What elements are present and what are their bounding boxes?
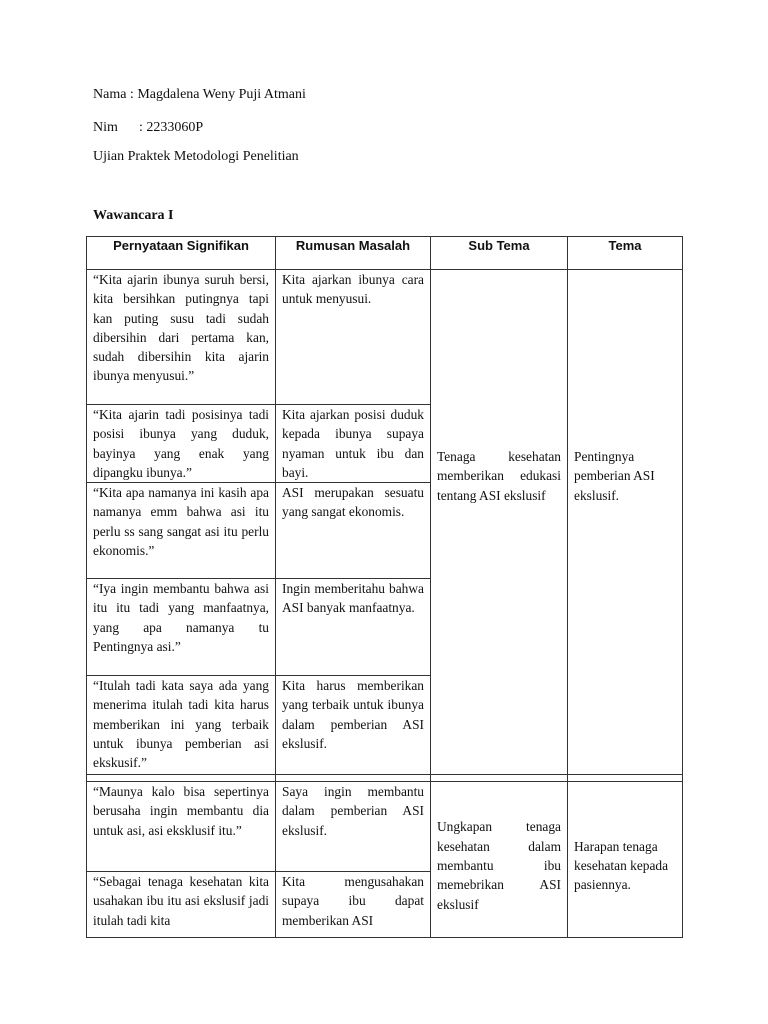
column-header: Pernyataan Signifikan: [87, 237, 276, 270]
pernyataan-cell: “Kita apa namanya ini kasih apa namanya emm bahwa asi itu perlu ss sang sangat asi itu perlu ekonomis.”: [87, 483, 276, 579]
rumusan-cell: Saya ingin membantu dalam pemberian ASI ekslusif.: [276, 782, 431, 872]
table-row: [87, 782, 683, 872]
tema-cell: Harapan tenaga kesehatan kepada pasiennya.: [568, 782, 683, 938]
nim-label: Nim: [93, 120, 118, 135]
pernyataan-cell: “Iya ingin membantu bahwa asi itu itu tadi yang manfaatnya, yang apa namanya tu Pentingnya asi.”: [87, 579, 276, 676]
section-title: Wawancara I: [93, 208, 174, 223]
sub-tema-cell: Tenaga kesehatan memberikan edukasi tentang ASI ekslusif: [431, 270, 568, 775]
rumusan-text: Kita mengusahakan supaya ibu dapat memberikan ASI: [282, 874, 424, 928]
pernyataan-text: “Sebagai tenaga kesehatan kita usahakan ibu itu asi ekslusif jadi itulah tadi kita: [93, 874, 269, 928]
nim-value: : 2233060P: [139, 120, 204, 135]
tema-cell: Pentingnya pemberian ASI ekslusif.: [568, 270, 683, 775]
rumusan-cell: Kita ajarkan ibunya cara untuk menyusui.: [276, 270, 431, 405]
sub-tema-cell: Ungkapan tenaga kesehatan dalam membantu ibu memebrikan ASI ekslusif: [431, 782, 568, 938]
table-header-row: [87, 237, 683, 270]
pernyataan-cell: “Kita ajarin ibunya suruh bersi, kita bersihkan putingnya tapi kan puting susu tadi sudah dibersihin dari pertama kan, sudah dibersihin kita ajarin ibunya menyusui.”: [87, 270, 276, 405]
pernyataan-cell: “Itulah tadi kata saya ada yang menerima itulah tadi kita harus memberikan ini yang terbaik untuk ibunya pemberian asi ekskusif.”: [87, 676, 276, 775]
table-spacer: [87, 775, 683, 782]
column-header: Sub Tema: [431, 237, 568, 270]
analysis-table: [86, 236, 683, 938]
rumusan-cell: Kita harus memberikan yang terbaik untuk ibunya dalam pemberian ASI ekslusif.: [276, 676, 431, 775]
rumusan-cell: Ingin memberitahu bahwa ASI banyak manfaatnya.: [276, 579, 431, 676]
rumusan-cell: [276, 872, 431, 938]
student-name: Nama : Magdalena Weny Puji Atmani: [93, 87, 306, 102]
column-header: Rumusan Masalah: [276, 237, 431, 270]
table-row: [87, 270, 683, 405]
pernyataan-cell: “Kita ajarin tadi posisinya tadi posisi ibunya yang duduk, bayinya yang enak yang dipangku ibunya.”: [87, 405, 276, 483]
rumusan-cell: Kita ajarkan posisi duduk kepada ibunya supaya nyaman untuk ibu dan bayi.: [276, 405, 431, 483]
pernyataan-cell: [87, 872, 276, 938]
student-nim: [93, 119, 203, 137]
course-title: Ujian Praktek Metodologi Penelitian: [93, 149, 299, 164]
pernyataan-cell: “Maunya kalo bisa sepertinya berusaha ingin membantu dia untuk asi, asi eksklusif itu.”: [87, 782, 276, 872]
column-header: Tema: [568, 237, 683, 270]
rumusan-cell: ASI merupakan sesuatu yang sangat ekonomis.: [276, 483, 431, 579]
